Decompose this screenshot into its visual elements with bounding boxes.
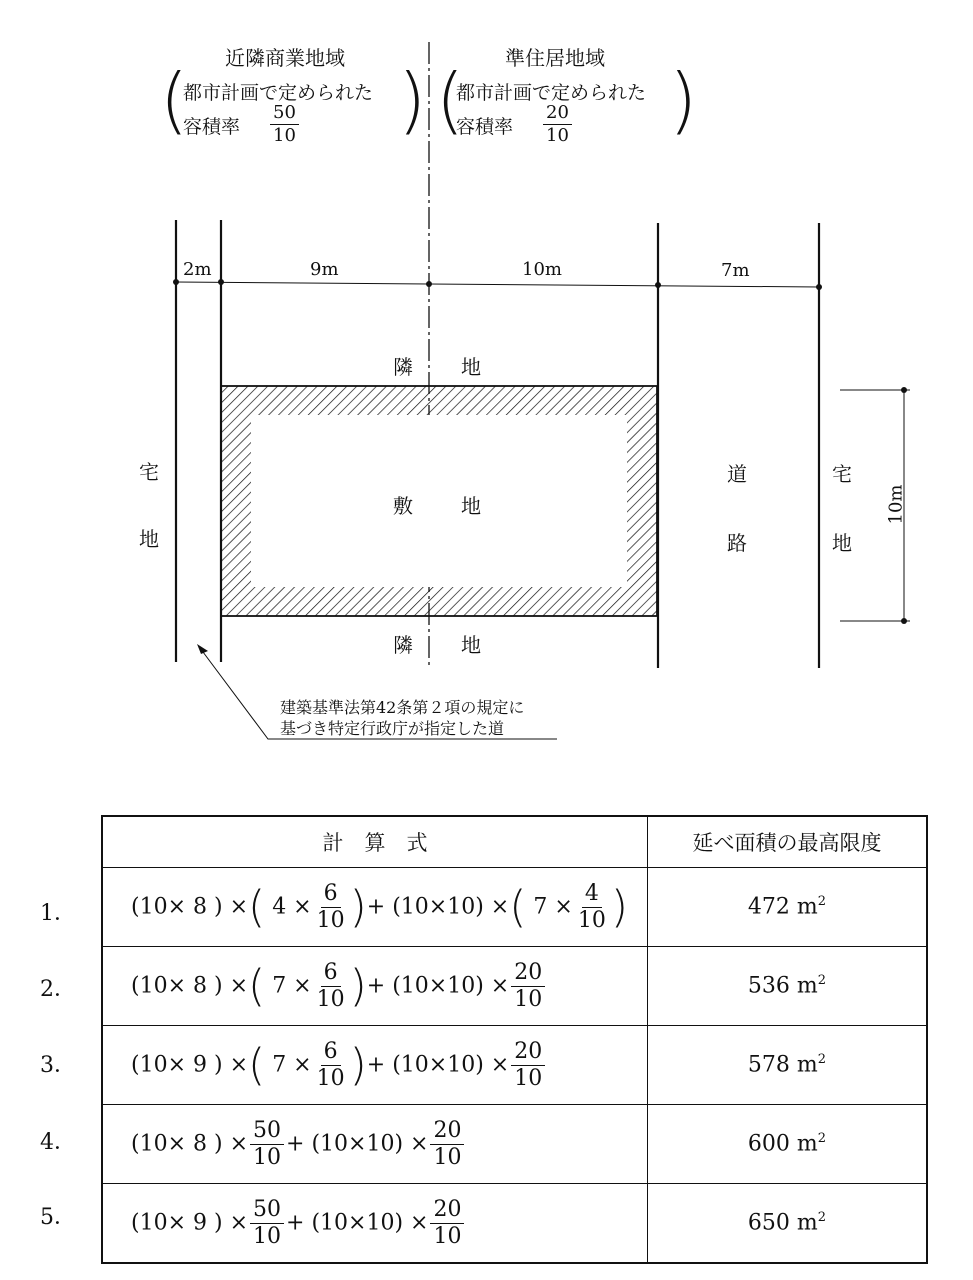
formula-cell — [102, 868, 648, 947]
area-value: 536 m — [747, 973, 818, 999]
unit-superscript: 2 — [817, 1131, 827, 1147]
right-far-numerator: 20 — [543, 104, 572, 125]
dim-point-4 — [655, 282, 661, 288]
dim-point-3 — [426, 281, 432, 287]
area-cell — [648, 947, 928, 1026]
denominator: 10 — [433, 1223, 462, 1249]
left-zone-desc-1: 都市計画で定められた — [183, 82, 374, 104]
formula-term: (10× 9 ) × — [131, 1210, 249, 1235]
choice-number-1: 1． — [40, 901, 76, 926]
top-dimension-line — [176, 282, 819, 287]
area-value: 472 m — [747, 894, 818, 920]
right-zone-desc-1: 都市計画で定められた — [456, 82, 647, 104]
area-cell — [648, 1026, 928, 1105]
numerator: 6 — [321, 962, 341, 987]
road-char-1: 道 — [727, 462, 747, 486]
close-paren: ) — [610, 881, 629, 932]
fraction — [314, 880, 348, 933]
area-value: 600 m — [747, 1131, 818, 1157]
fraction — [430, 1117, 464, 1170]
close-paren: ) — [349, 1039, 367, 1090]
lot-right-char-2: 地 — [832, 531, 852, 555]
numerator: 50 — [250, 1199, 284, 1224]
fraction — [314, 959, 348, 1012]
table-row — [102, 1026, 927, 1105]
area-value: 578 m — [747, 1052, 818, 1078]
numerator: 20 — [430, 1120, 464, 1145]
unit-superscript: 2 — [817, 973, 827, 989]
formula-term: (10× 8 ) × — [131, 1131, 249, 1156]
choice-number-2: 2． — [40, 977, 76, 1002]
dim-road-left: 2m — [183, 259, 212, 280]
unit-superscript: 2 — [817, 1052, 827, 1068]
neighbor-top-char-2: 地 — [461, 355, 481, 379]
dim-site-depth: 10m — [885, 484, 907, 525]
denominator: 10 — [316, 1065, 345, 1091]
table-row — [102, 1184, 927, 1264]
depth-point-top — [901, 387, 907, 393]
formula-term: (10× 9 ) × — [131, 1052, 249, 1077]
fraction — [511, 1038, 545, 1091]
fraction — [511, 959, 545, 1012]
denominator: 10 — [253, 1223, 282, 1249]
formula-term: 7 × — [272, 973, 312, 998]
numerator: 6 — [321, 1041, 341, 1066]
dim-point-1 — [173, 279, 179, 285]
depth-point-bottom — [901, 618, 907, 624]
fraction — [250, 1196, 284, 1249]
table-row — [102, 868, 927, 947]
site-inner-area — [251, 415, 627, 587]
formula-cell — [102, 1184, 648, 1264]
formula-term: (10× 8 ) × — [131, 973, 249, 998]
dim-site-right: 10m — [522, 259, 562, 280]
right-zone-open-paren: ( — [436, 58, 465, 142]
area-cell — [648, 1105, 928, 1184]
left-far-denominator: 10 — [273, 125, 296, 146]
table-row — [102, 1105, 927, 1184]
numerator: 6 — [321, 883, 341, 908]
denominator: 10 — [514, 986, 543, 1012]
formula-term: + (10×10) × — [286, 1131, 429, 1156]
area-value: 650 m — [747, 1210, 818, 1236]
right-far-denominator: 10 — [546, 125, 569, 146]
formula-cell — [102, 1105, 648, 1184]
table-header-row — [102, 816, 927, 868]
numerator: 20 — [430, 1199, 464, 1224]
unit-superscript: 2 — [817, 1210, 827, 1226]
site-char-2: 地 — [461, 494, 481, 518]
area-cell — [648, 1184, 928, 1264]
dim-site-left: 9m — [310, 259, 339, 280]
formula-term: 4 × — [272, 894, 312, 919]
dim-point-5 — [816, 284, 822, 290]
header-formula: 計 算 式 — [102, 816, 648, 868]
denominator: 10 — [514, 1065, 543, 1091]
open-paren: ( — [248, 1039, 266, 1090]
choice-number-4: 4． — [40, 1130, 76, 1155]
denominator: 10 — [316, 986, 345, 1012]
formula-term: 7 × — [272, 1052, 312, 1077]
formula-term: + (10×10) × — [366, 894, 510, 919]
formula-term: (10× 8 ) × — [131, 894, 249, 919]
lot-left-char-2: 地 — [139, 527, 159, 551]
formula-cell — [102, 947, 648, 1026]
right-zone-name: 準住居地域 — [505, 46, 605, 70]
denominator: 10 — [253, 1144, 282, 1170]
numerator: 20 — [511, 1041, 545, 1066]
left-zone-close-paren: ) — [398, 58, 427, 142]
numerator: 4 — [582, 883, 602, 908]
open-paren: ( — [509, 881, 527, 932]
lot-right-char-1: 宅 — [832, 462, 852, 486]
denominator: 10 — [433, 1144, 462, 1170]
left-zone-open-paren: ( — [160, 58, 189, 142]
right-zone-close-paren: ) — [669, 58, 698, 142]
calculation-table — [101, 815, 928, 1264]
close-paren: ) — [349, 881, 367, 932]
open-paren: ( — [248, 960, 266, 1011]
denominator: 10 — [577, 907, 606, 933]
fraction — [575, 880, 609, 933]
unit-superscript: 2 — [817, 894, 827, 910]
site-char-1: 敷 — [393, 494, 413, 518]
numerator: 20 — [511, 962, 545, 987]
left-zone-name: 近隣商業地域 — [225, 46, 345, 70]
road-note-line-2: 基づき特定行政庁が指定した道 — [280, 719, 505, 738]
left-zone-far-label: 容積率 — [183, 116, 241, 138]
area-cell — [648, 868, 928, 947]
formula-term: 7 × — [533, 894, 573, 919]
formula-term: + (10×10) × — [286, 1210, 429, 1235]
header-area: 延べ面積の最高限度 — [648, 816, 928, 868]
formula-term: + (10×10) × — [366, 973, 510, 998]
open-paren: ( — [248, 881, 266, 932]
right-zone-far-label: 容積率 — [456, 116, 514, 138]
formula-cell — [102, 1026, 648, 1105]
road-note-line-1: 建築基準法第42条第２項の規定に — [280, 698, 525, 717]
close-paren: ) — [349, 960, 367, 1011]
note-leader-arrowhead — [197, 644, 208, 654]
fraction — [430, 1196, 464, 1249]
road-char-2: 路 — [727, 531, 747, 555]
fraction — [314, 1038, 348, 1091]
left-far-numerator: 50 — [270, 104, 299, 125]
dim-point-2 — [218, 279, 224, 285]
numerator: 50 — [250, 1120, 284, 1145]
fraction — [250, 1117, 284, 1170]
neighbor-top-char-1: 隣 — [393, 355, 413, 379]
table-row — [102, 947, 927, 1026]
choice-number-3: 3． — [40, 1053, 76, 1078]
lot-left-char-1: 宅 — [139, 460, 159, 484]
neighbor-bottom-char-1: 隣 — [393, 633, 413, 657]
denominator: 10 — [316, 907, 345, 933]
formula-term: + (10×10) × — [366, 1052, 510, 1077]
dim-road-right: 7m — [721, 260, 750, 281]
neighbor-bottom-char-2: 地 — [461, 633, 481, 657]
choice-number-5: 5． — [40, 1205, 76, 1230]
